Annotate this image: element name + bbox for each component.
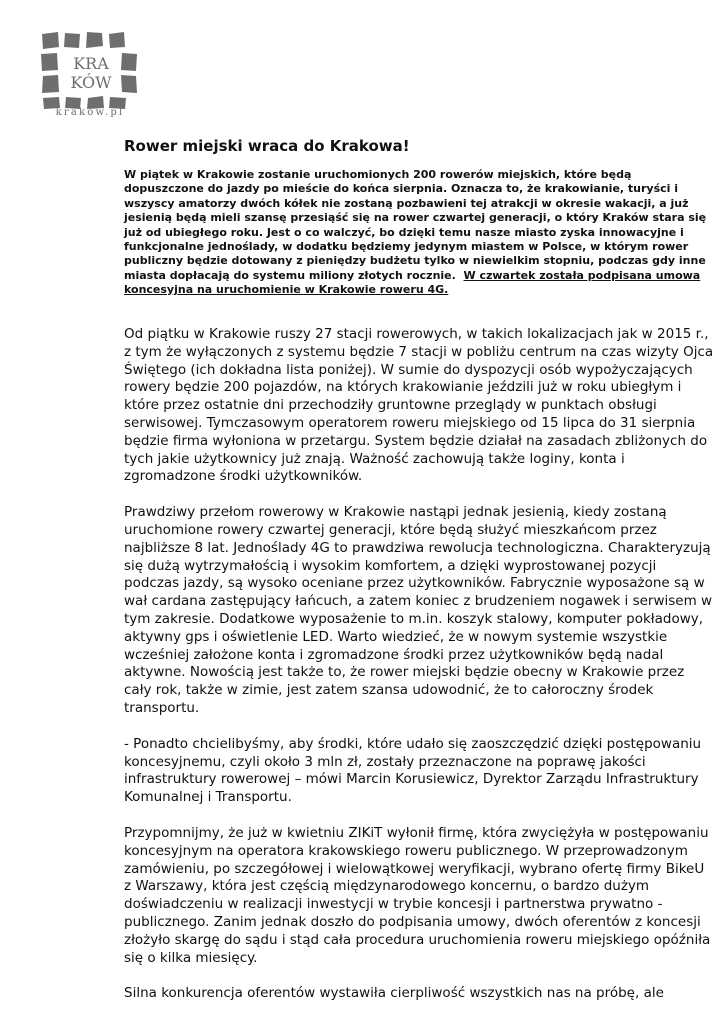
body-paragraph-1: Od piątku w Krakowie ruszy 27 stacji rowerowych, w takich lokalizacjach jak w 2015 r., z tym że wyłączonych z systemu będzie 7 stacji w pobliżu centrum na czas wizyty Ojca Świętego (ich dokładna lista poniżej). W sumie do dyspozycji osób wypożyczających rowery będzie 200 pojazdów, na których krakowianie jeździli już w roku ubiegłym i które przez ostatnie dni przechodziły gruntowne przeglądy w punktach obsługi serwisowej. Tymczasowym operatorem roweru miejskiego od 15 lipca do 31 sierpnia będzie firma wyłoniona w przetargu. System będzie działał na zasadach zbliżonych do tych jakie użytkownicy już znają. Ważność zachowują także loginy, konta i zgromadzone środki użytkowników. bbox=[124, 326, 714, 485]
body-paragraph-5: Silna konkurencja oferentów wystawiła cierpliwość wszystkich nas na próbę, ale bbox=[124, 985, 664, 1002]
lead-text: W piątek w Krakowie zostanie uruchomionych 200 rowerów miejskich, które będą dopuszczone do jazdy po mieście do końca sierpnia. Oznacza to, że krakowianie, turyści i wszyscy amatorzy dwóch kółek nie zostaną pozbawieni tej atrakcji w okresie wakacji, a już jesienią będą mieli szansę przesiąść się na rower czwartej generacji, o który Kraków stara się już od ubiegłego roku. Jest o co walczyć, bo dzięki temu nasze miasto zyska innowacyjne i funkcjonalne jednoślady, w dodatku będziemy jedynym miastem w Polsce, w którym rower publiczny będzie dotowany z pieniędzy budżetu tylko w niewielkim stopniu, podczas gdy inne miasta dopłacają do systemu miliony złotych rocznie. bbox=[124, 168, 707, 282]
krakow-logo-crest bbox=[38, 30, 142, 110]
body-paragraph-4: Przypomnijmy, że już w kwietniu ZIKiT wyłonił firmę, która zwyciężyła w postępowaniu koncesyjnym na operatora krakowskiego roweru publicznego. W przeprowadzonym zamówieniu, po szczegółowej i wielowątkowej weryfikacji, wybrano ofertę firmy BikeU z Warszawy, która jest częścią międzynarodowego koncernu, o bardzo dużym doświadczeniu w realizacji inwestycji w trybie koncesji i partnerstwa prywatno - publicznego. Zanim jednak doszło do podpisania umowy, dwóch oferentów z koncesji złożyło skargę do sądu i stąd cała procedura uruchomienia roweru miejskiego opóźniła się o kilka miesięcy. bbox=[124, 824, 711, 966]
logo-wordmark-line2: KÓW bbox=[70, 73, 112, 92]
article-title: Rower miejski wraca do Krakowa! bbox=[124, 137, 410, 155]
article-body bbox=[124, 326, 714, 1021]
article-lead bbox=[124, 168, 709, 298]
lead-link[interactable]: W czwartek została podpisana umowa koncesyjna na uruchomienie w Krakowie roweru 4G. bbox=[124, 268, 701, 297]
body-paragraph-3: - Ponadto chcielibyśmy, aby środki, które udało się zaoszczędzić dzięki postępowaniu koncesyjnemu, czyli około 3 mln zł, zostały przeznaczone na poprawę jakości infrastruktury rowerowej – mówi Marcin Korusiewicz, Dyrektor Zarządu Infrastruktury Komunalnej i Transportu. bbox=[124, 735, 702, 806]
logo-url: krakow.pl bbox=[55, 107, 125, 118]
krakow-logo[interactable] bbox=[38, 30, 142, 126]
logo-wordmark-line1: KRA bbox=[73, 54, 109, 73]
body-paragraph-2: Prawdziwy przełom rowerowy w Krakowie nastąpi jednak jesienią, kiedy zostaną uruchomione rowery czwartej generacji, które będą służyć mieszkańcom przez najbliższe 8 lat. Jednoślady 4G to prawdziwa rewolucja technologiczna. Charakteryzują się dużą wytrzymałością i wysokim komfortem, a dzięki wyprostowanej pozycji podczas jazdy, są wysoko oceniane przez użytkowników. Fabrycznie wyposażone są w wał cardana zastępujący łańcuch, a zatem koniec z brudzeniem nogawek i serwisem w tym zakresie. Dodatkowe wyposażenie to m.in. koszyk stalowy, komputer pokładowy, aktywny gps i oświetlenie LED. Warto wiedzieć, że w nowym systemie wszystkie wcześniej założone konta i zgromadzone środki przez użytkowników będą nadal aktywne. Nowością jest także to, że rower miejski będzie obecny w Krakowie przez cały rok, także w zimie, jest zatem szansa udowodnić, że to całoroczny środek transportu. bbox=[124, 504, 713, 716]
